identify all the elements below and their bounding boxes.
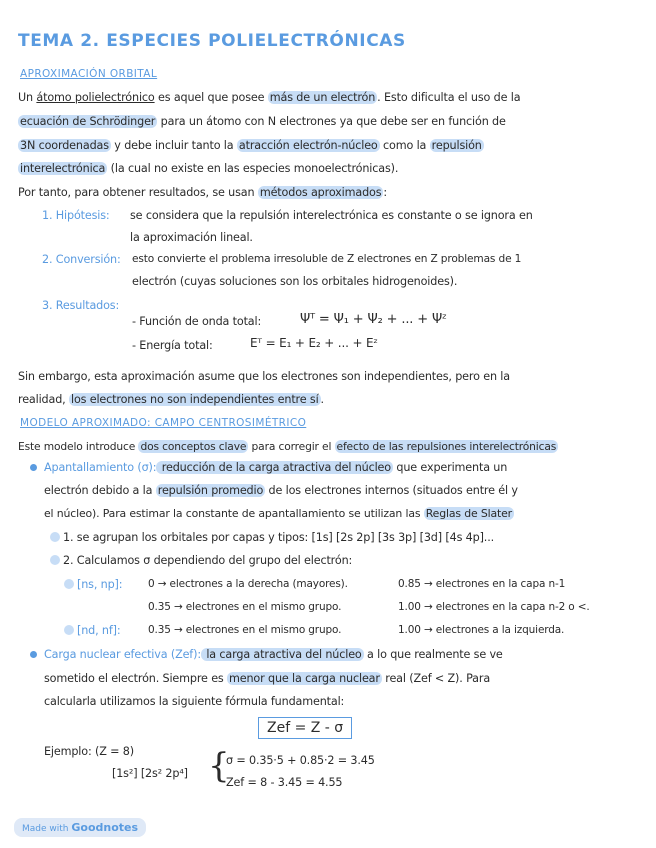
zef-calculation: Zef = 8 - 3.45 = 4.55	[226, 776, 343, 789]
text: el núcleo). Para estimar la constante de apantallamiento se utilizan las	[44, 507, 424, 520]
group-label: [nd, nf]:	[77, 624, 121, 637]
text: a lo que realmente se ve	[363, 648, 503, 661]
paragraph-line	[44, 460, 507, 475]
rule-text: 0 → electrones a la derecha (mayores).	[148, 578, 348, 590]
paragraph-line	[44, 647, 503, 662]
item-text: se considera que la repulsión interelectrónica es constante o se ignora en	[130, 209, 533, 222]
highlighted-term: reducción de la carga atractiva del núcleo	[158, 461, 391, 474]
rule-text: 1.00 → electrones en la capa n-2 o <.	[398, 601, 590, 613]
rule-text: 0.85 → electrones en la capa n-1	[398, 578, 566, 590]
text: Calculamos σ dependiendo del grupo del electrón:	[76, 554, 353, 567]
badge-brand: Goodnotes	[71, 821, 139, 834]
text: es aquel que posee	[154, 91, 268, 104]
highlighted-term: más de un electrón	[269, 91, 376, 104]
text: para un átomo con N electrones ya que debe ser en función de	[157, 115, 506, 128]
slater-step-2	[50, 553, 352, 568]
paragraph-line: Sin embargo, esta aproximación asume que los electrones son independientes, pero en la	[18, 370, 510, 383]
highlighted-term: los electrones no son independientes entre sí	[70, 393, 319, 406]
concept-label: Apantallamiento (σ):	[44, 461, 157, 474]
text: Un	[18, 91, 37, 104]
sigma-calculation: σ = 0.35·5 + 0.85·2 = 3.45	[226, 754, 375, 767]
text: para corregir el	[248, 440, 335, 453]
text: sometido el electrón. Siempre es	[44, 672, 228, 685]
made-with-badge	[14, 818, 146, 837]
concept-label: Carga nuclear efectiva (Zef):	[44, 648, 201, 661]
paragraph-line	[44, 506, 514, 521]
item-text: - Energía total:	[132, 339, 213, 352]
paragraph-line	[18, 439, 558, 454]
item-label-resultados: 3. Resultados:	[42, 299, 120, 312]
group-label-ndnf	[64, 623, 120, 638]
zef-formula-box: Zef = Z - σ	[258, 717, 352, 739]
highlighted-term: métodos aproximados	[259, 186, 382, 199]
item-text: - Función de onda total:	[132, 315, 262, 328]
highlighted-term: la carga atractiva del núcleo	[202, 648, 362, 661]
item-label-hipotesis: 1. Hipótesis:	[42, 209, 110, 222]
step-number: 1.	[63, 531, 74, 544]
slater-step-1	[50, 530, 494, 545]
pill-marker	[50, 532, 60, 542]
highlighted-term: dos conceptos clave	[140, 440, 247, 453]
pill-marker	[64, 625, 74, 635]
rule-text: 1.00 → electrones a la izquierda.	[398, 624, 565, 636]
highlighted-term: atracción electrón-núcleo	[238, 139, 378, 152]
paragraph-line	[18, 138, 484, 153]
text: (la cual no existe en las especies monoelectrónicas).	[107, 162, 399, 175]
paragraph-line: calcularla utilizamos la siguiente fórmula fundamental:	[44, 695, 345, 708]
paragraph-line	[18, 185, 387, 200]
highlighted-term: Reglas de Slater	[425, 507, 512, 520]
text: Este modelo introduce	[18, 440, 139, 453]
highlighted-term: interelectrónica	[20, 162, 106, 175]
text: como la	[379, 139, 430, 152]
text: de los electrones internos (situados entre él y	[265, 484, 518, 497]
pill-marker	[64, 579, 74, 589]
paragraph-line	[44, 671, 490, 686]
highlighted-term: 3N coordenadas	[20, 139, 109, 152]
group-label: [ns, np]:	[77, 578, 123, 591]
rule-text: 0.35 → electrones en el mismo grupo.	[148, 624, 342, 636]
highlighted-term: efecto de las repulsiones interelectrónicas	[336, 440, 557, 453]
section-heading-orbital: APROXIMACIÓN ORBITAL	[20, 68, 158, 80]
energy-formula: Eᵀ = E₁ + E₂ + ... + Eᶻ	[250, 336, 378, 350]
electron-config: [1s²] [2s² 2p⁴]	[112, 767, 188, 780]
highlighted-term: repulsión	[431, 139, 482, 152]
highlighted-term: menor que la carga nuclear	[229, 672, 380, 685]
underlined-term: átomo polielectrónico	[36, 91, 155, 104]
item-text: electrón (cuyas soluciones son los orbitales hidrogenoides).	[132, 275, 458, 288]
group-label-nsnp	[64, 577, 122, 592]
text: . Esto dificulta el uso de la	[377, 91, 521, 104]
highlighted-term: ecuación de Schrödinger	[20, 115, 156, 128]
step-number: 2.	[63, 554, 74, 567]
item-label-conversion: 2. Conversión:	[42, 253, 121, 266]
pill-marker	[50, 555, 60, 565]
badge-prefix: Made with	[22, 824, 69, 834]
text: realidad,	[18, 393, 69, 406]
text: que experimenta un	[393, 461, 508, 474]
rule-text: 0.35 → electrones en el mismo grupo.	[148, 601, 342, 613]
section-heading-modelo: MODELO APROXIMADO: CAMPO CENTROSIMÉTRICO	[20, 417, 307, 429]
text: .	[320, 393, 324, 406]
paragraph-line	[18, 90, 520, 105]
text: se agrupan los orbitales por capas y tipos: [1s] [2s 2p] [3s 3p] [3d] [4s 4p]...	[76, 531, 495, 544]
text: electrón debido a la	[44, 484, 156, 497]
paragraph-line	[18, 114, 506, 129]
bullet-dot	[30, 464, 37, 471]
wavefunction-formula: Ψᵀ = Ψ₁ + Ψ₂ + ... + Ψᶻ	[300, 312, 447, 327]
paragraph-line	[18, 161, 398, 176]
item-text: esto convierte el problema irresoluble de Z electrones en Z problemas de 1	[132, 253, 522, 265]
text: :	[383, 186, 388, 199]
bullet-dot	[30, 651, 37, 658]
page-title: TEMA 2. ESPECIES POLIELECTRÓNICAS	[18, 31, 406, 51]
item-text: la aproximación lineal.	[130, 231, 253, 244]
text: y debe incluir tanto la	[110, 139, 237, 152]
curly-brace: {	[208, 746, 230, 786]
example-label: Ejemplo: (Z = 8)	[44, 745, 134, 758]
paragraph-line	[44, 483, 518, 498]
paragraph-line	[18, 392, 324, 407]
text: real (Zef < Z). Para	[381, 672, 491, 685]
text: Por tanto, para obtener resultados, se usan	[18, 186, 258, 199]
highlighted-term: repulsión promedio	[157, 484, 264, 497]
